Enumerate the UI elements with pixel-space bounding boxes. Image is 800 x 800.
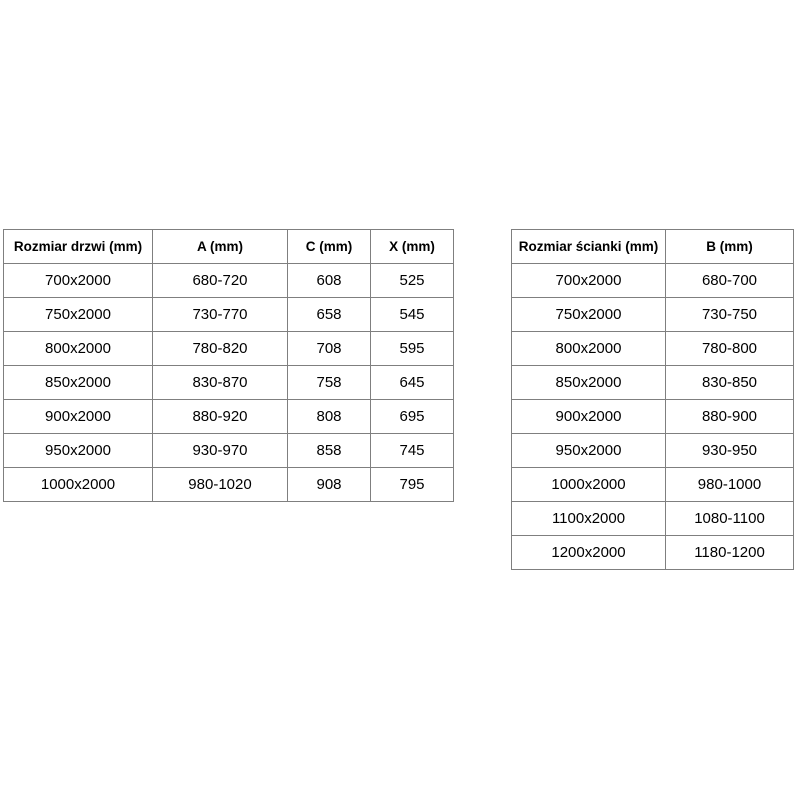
table-cell: 730-770	[153, 298, 288, 332]
table-cell: 930-970	[153, 434, 288, 468]
table-row	[512, 468, 794, 502]
table-cell: 850x2000	[4, 366, 153, 400]
table-cell: 758	[288, 366, 371, 400]
table-cell: 850x2000	[512, 366, 666, 400]
table-row	[512, 400, 794, 434]
wall-dimensions-table	[511, 229, 794, 570]
table-cell: 830-870	[153, 366, 288, 400]
table-cell: 858	[288, 434, 371, 468]
column-header: B (mm)	[666, 230, 794, 264]
table-cell: 808	[288, 400, 371, 434]
table-cell: 908	[288, 468, 371, 502]
table-cell: 830-850	[666, 366, 794, 400]
table-row	[512, 536, 794, 570]
column-header: C (mm)	[288, 230, 371, 264]
table-cell: 950x2000	[512, 434, 666, 468]
table-cell: 730-750	[666, 298, 794, 332]
column-header: X (mm)	[371, 230, 454, 264]
table-cell: 680-720	[153, 264, 288, 298]
header-row	[4, 230, 454, 264]
table-cell: 780-800	[666, 332, 794, 366]
table-cell: 880-920	[153, 400, 288, 434]
table-cell: 1000x2000	[4, 468, 153, 502]
table-row	[512, 298, 794, 332]
table-row	[4, 366, 454, 400]
table-row	[4, 434, 454, 468]
table-cell: 980-1020	[153, 468, 288, 502]
table-cell: 608	[288, 264, 371, 298]
table-row	[4, 264, 454, 298]
table-row	[512, 434, 794, 468]
table-cell: 680-700	[666, 264, 794, 298]
table-cell: 800x2000	[512, 332, 666, 366]
table-cell: 1080-1100	[666, 502, 794, 536]
table-cell: 1200x2000	[512, 536, 666, 570]
table-row	[4, 298, 454, 332]
column-header: Rozmiar drzwi (mm)	[4, 230, 153, 264]
table-cell: 780-820	[153, 332, 288, 366]
table-cell: 695	[371, 400, 454, 434]
table-cell: 545	[371, 298, 454, 332]
table-cell: 645	[371, 366, 454, 400]
table-row	[512, 332, 794, 366]
table-row	[512, 264, 794, 298]
table-row	[4, 400, 454, 434]
table-row	[4, 332, 454, 366]
column-header: Rozmiar ścianki (mm)	[512, 230, 666, 264]
column-header: A (mm)	[153, 230, 288, 264]
table-cell: 700x2000	[512, 264, 666, 298]
table-cell: 700x2000	[4, 264, 153, 298]
table-cell: 1100x2000	[512, 502, 666, 536]
header-row	[512, 230, 794, 264]
table-cell: 750x2000	[512, 298, 666, 332]
table-cell: 658	[288, 298, 371, 332]
table-cell: 525	[371, 264, 454, 298]
table-row	[4, 468, 454, 502]
table-cell: 1000x2000	[512, 468, 666, 502]
table-row	[512, 366, 794, 400]
table-cell: 950x2000	[4, 434, 153, 468]
table-cell: 900x2000	[4, 400, 153, 434]
table-cell: 795	[371, 468, 454, 502]
table-cell: 800x2000	[4, 332, 153, 366]
table-cell: 745	[371, 434, 454, 468]
table-cell: 880-900	[666, 400, 794, 434]
table-cell: 708	[288, 332, 371, 366]
table-cell: 595	[371, 332, 454, 366]
table-cell: 1180-1200	[666, 536, 794, 570]
table-cell: 930-950	[666, 434, 794, 468]
table-cell: 900x2000	[512, 400, 666, 434]
table-cell: 980-1000	[666, 468, 794, 502]
door-dimensions-table	[3, 229, 454, 502]
table-cell: 750x2000	[4, 298, 153, 332]
table-row	[512, 502, 794, 536]
